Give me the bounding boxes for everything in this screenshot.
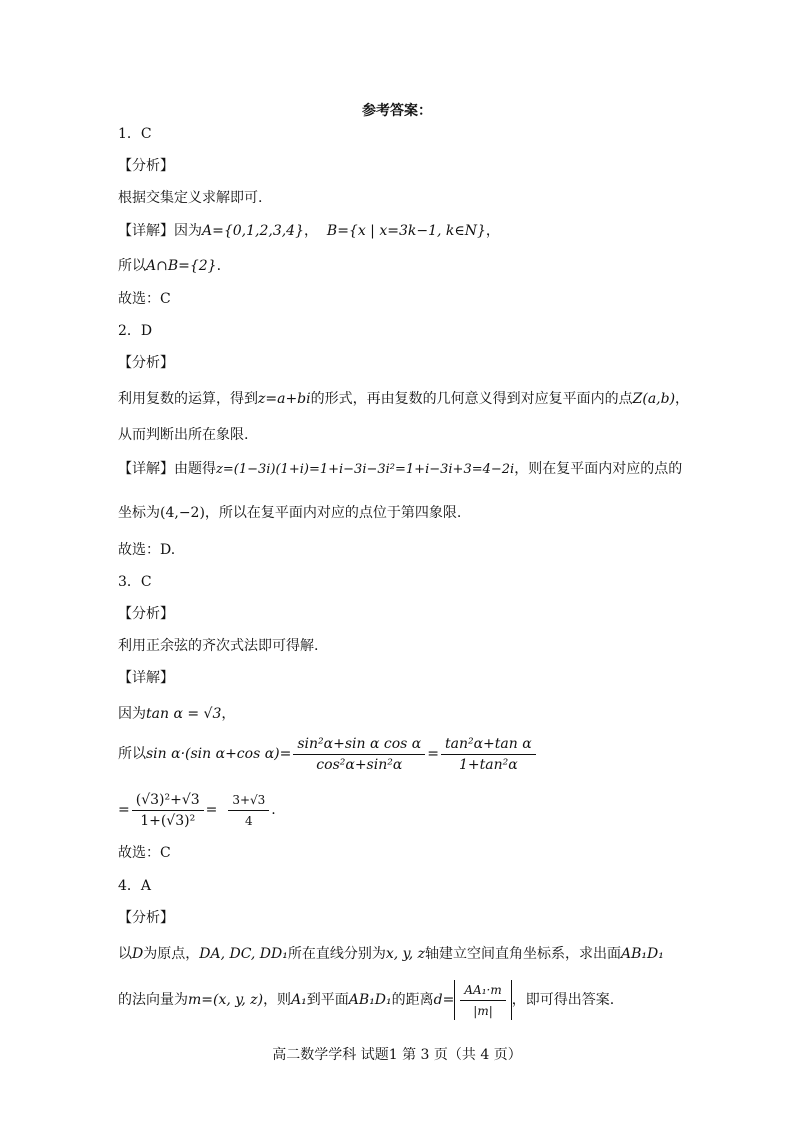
q3-comma: ， [221, 706, 236, 722]
q1-comma-1: ， [304, 223, 318, 239]
q3-fraction-3-den: 1+(√3)² [140, 812, 196, 829]
q1-number: 1．C [118, 126, 152, 142]
q2-detail2-a: 坐标为 [118, 505, 160, 521]
q1-detail-prefix: 因为 [174, 223, 202, 239]
q3-fraction-3-num: (√3)²+√3 [132, 791, 204, 811]
q2-detail-b: ，则在复平面内对应的点的 [514, 461, 683, 477]
q3-fraction-4 [228, 791, 269, 830]
q2-analysis-1a: 利用复数的运算，得到 [118, 391, 258, 407]
q3-so: 所以 [118, 746, 146, 762]
q4-distance-den: |m| [473, 1003, 493, 1018]
q3-fraction-4-num: 3+√3 [228, 791, 269, 811]
q1-comma-2: ， [485, 223, 500, 239]
q3-fraction-1-den: cos²α+sin²α [316, 756, 403, 773]
q2-analysis-2: 从而判断出所在象限. [118, 427, 249, 443]
q3-because: 因为 [118, 706, 146, 722]
page-title: 参考答案： [362, 103, 432, 119]
q1-answer: 故选：C [118, 291, 171, 307]
q4-line2-dist-lhs: d= [433, 992, 455, 1008]
q4-analysis-1 [118, 944, 664, 964]
q4-line2-vec: m=(x, y, z) [188, 992, 264, 1008]
q3-analysis: 利用正余弦的齐次式法即可得解. [118, 638, 319, 654]
q4-line2-d: 的距离 [391, 992, 434, 1008]
q3-equals-2: = [118, 802, 130, 818]
q2-detail-a: 由题得 [174, 461, 216, 477]
q3-period: . [271, 802, 276, 818]
q4-line1-a: 以 [118, 946, 132, 962]
q1-set-b: B={x | x=3k−1, k∈N} [326, 223, 486, 239]
q4-distance-abs [454, 980, 511, 1020]
q3-fraction-2-den: 1+tan²α [458, 756, 518, 773]
q3-lhs: sin α·(sin α+cos α)= [146, 746, 292, 762]
q4-line2-plane: AB₁D₁ [348, 992, 392, 1008]
q2-detail2-math: (4,−2) [160, 505, 205, 521]
q3-analysis-tag: 【分析】 [118, 606, 174, 622]
page-footer: 高二数学学科 试题1 第 3 页（共 4 页） [272, 1047, 522, 1063]
q4-distance-num: AA₁·m [460, 981, 505, 1001]
q1-detail-tag: 【详解】 [118, 223, 174, 239]
q2-analysis-point: Z(a,b) [632, 391, 676, 407]
q3-answer: 故选：C [118, 845, 171, 861]
q4-distance-fraction [460, 981, 505, 1020]
q2-analysis-1c: ， [675, 391, 690, 407]
q1-analysis-tag: 【分析】 [118, 158, 174, 174]
q4-line1-b: 为原点， [143, 946, 200, 962]
q2-detail2-b: ，所以在复平面内对应的点位于第四象限. [204, 505, 462, 521]
q4-line1-d: D [132, 946, 144, 962]
q2-analysis-1b: 的形式，再由复数的几何意义得到对应复平面内的点 [310, 391, 633, 407]
q3-tan-eq: tan α = √3 [146, 706, 222, 722]
q2-analysis-math: z=a+bi [258, 391, 311, 407]
q4-line2-b: ，则 [263, 992, 292, 1008]
q1-result: A∩B={2} [146, 258, 217, 274]
q4-analysis-tag: 【分析】 [118, 910, 174, 926]
q4-analysis-2 [118, 980, 614, 1020]
q1-so: 所以 [118, 258, 146, 274]
q4-line2-a1: A₁ [291, 992, 307, 1008]
q3-equals-3: = [205, 802, 218, 818]
q4-line1-dd: 轴建立空间直角坐标系，求出面 [425, 946, 621, 962]
q3-because-line [118, 704, 235, 724]
q1-analysis: 根据交集定义求解即可. [118, 190, 263, 206]
q3-fraction-4-den: 4 [244, 813, 253, 828]
q3-fraction-2-num: tan²α+tan α [441, 735, 536, 755]
q3-fraction-2 [441, 735, 536, 774]
q2-analysis-tag: 【分析】 [118, 355, 174, 371]
q4-line2-e: ，即可得出答案. [511, 992, 615, 1008]
q1-period: . [216, 258, 222, 274]
q2-analysis-1 [118, 389, 689, 409]
q4-line1-c: 所在直线分别为 [287, 946, 386, 962]
q4-line2-a: 的法向量为 [118, 992, 188, 1008]
q1-set-a: A={0,1,2,3,4} [202, 223, 304, 239]
q3-fraction-3 [132, 791, 204, 830]
q3-number: 3．C [118, 574, 152, 590]
q1-result-line [118, 256, 221, 276]
q2-detail-2 [118, 503, 461, 523]
q2-detail-math: z=(1−3i)(1+i)=1+i−3i−3i²=1+i−3i+3=4−2i [216, 462, 515, 477]
q2-detail-tag: 【详解】 [118, 461, 174, 477]
q3-detail-tag: 【详解】 [118, 670, 174, 686]
q2-answer: 故选：D. [118, 542, 176, 558]
q4-line1-xyz: x, y, z [385, 946, 425, 962]
q3-equals-1: = [427, 746, 439, 762]
q1-detail [118, 221, 500, 241]
q2-detail-1 [118, 459, 682, 480]
q4-line1-axes: DA, DC, DD₁ [199, 946, 288, 962]
q4-line1-plane: AB₁D₁ [621, 946, 664, 962]
q3-equation-2 [118, 788, 276, 832]
q3-fraction-1 [293, 735, 425, 774]
q2-number: 2．D [118, 323, 153, 339]
q3-fraction-1-num: sin²α+sin α cos α [293, 735, 425, 755]
q3-equation-1 [118, 734, 538, 774]
q4-number: 4．A [118, 878, 152, 894]
q4-line2-c: 到平面 [306, 992, 349, 1008]
